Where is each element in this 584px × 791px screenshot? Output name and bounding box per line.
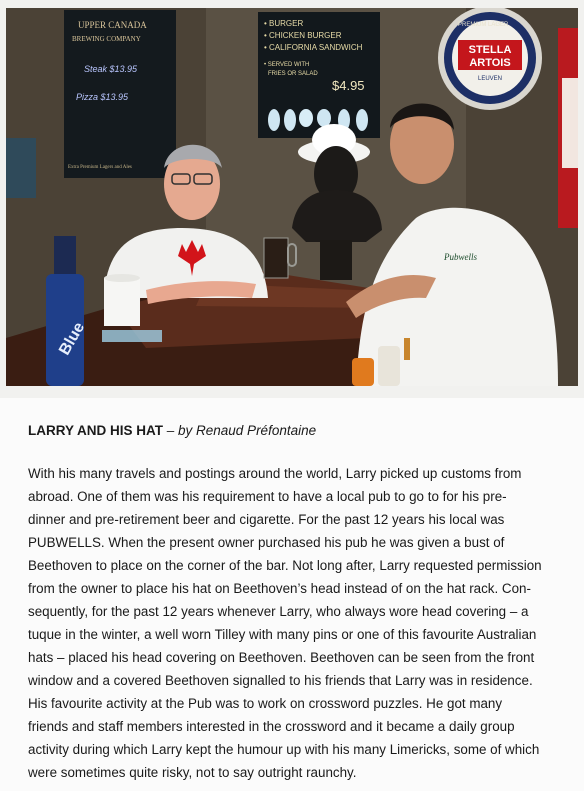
article — [28, 422, 564, 784]
body-line: dinner and pre-retirement beer and cigarette. For the past 12 years his local was — [28, 512, 505, 527]
body-line: from the owner to place his hat on Beethoven’s head instead of on the hat rack. Con- — [28, 581, 531, 596]
article-headline — [28, 422, 564, 440]
body-line: tuque in the winter, a well worn Tilley with many pins or one of this favourite Australian — [28, 627, 537, 642]
board-right-line-1: • BURGER — [264, 19, 304, 28]
board-left-line-1: UPPER CANADA — [78, 20, 147, 30]
coffee-mug — [104, 274, 140, 326]
body-line: PUBWELLS. When the present owner purchased his pub he was given a bust of — [28, 535, 505, 550]
board-right-line-2: • CHICKEN BURGER — [264, 31, 342, 40]
menu-board-right — [258, 12, 380, 138]
menu-board-left — [64, 10, 176, 178]
board-right-price: $4.95 — [332, 78, 365, 93]
stella-brand-line-1: STELLA — [468, 44, 512, 56]
article-body — [28, 462, 564, 784]
window-edge — [6, 138, 36, 198]
stella-artois-sign — [438, 8, 542, 110]
article-byline: – by Renaud Préfontaine — [163, 423, 317, 438]
stella-brand-line-2: ARTOIS — [469, 57, 511, 69]
body-line: activity during which Larry kept the humour up with his many Limericks, some of which — [28, 742, 540, 757]
stella-sub-text: LEUVEN — [477, 76, 503, 82]
body-line: hats – placed his head covering on Beethoven. Beethoven can be seen from the front — [28, 650, 535, 665]
stella-ring-text: PREMIUM LAGER — [458, 22, 509, 28]
article-title: LARRY AND HIS HAT — [28, 423, 163, 438]
board-right-line-3: • CALIFORNIA SANDWICH — [264, 43, 363, 52]
board-right-line-4: • SERVED WITH — [264, 62, 310, 68]
board-right-line-5: FRIES OR SALAD — [268, 71, 318, 77]
board-left-line-3: Steak $13.95 — [84, 64, 138, 74]
shirt-logo: Pubwells — [444, 252, 477, 262]
body-line: window and a covered Beethoven signalled to his friends that Larry was in residence. — [28, 673, 533, 688]
body-line: With his many travels and postings around the world, Larry picked up customs from — [28, 466, 522, 481]
body-line: were sometimes quite risky, not to say outright raunchy. — [28, 765, 357, 780]
body-line: His favourite activity at the Pub was to work on crossword puzzles. He got many — [28, 696, 503, 711]
body-line: abroad. One of them was his requirement to have a local pub to go to for his pre- — [28, 489, 507, 504]
body-line: sequently, for the past 12 years whenever Larry, who always wore head covering – a — [28, 604, 529, 619]
board-left-line-5: Extra Premium Lagers and Ales — [68, 165, 132, 170]
napkin — [102, 330, 162, 342]
body-line: friends and staff members interested in the crossword and it became a daily group — [28, 719, 515, 734]
canada-flag — [558, 28, 578, 228]
board-left-line-4: Pizza $13.95 — [76, 92, 129, 102]
board-left-line-2: BREWING COMPANY — [72, 35, 141, 43]
pub-scene — [6, 8, 578, 386]
bottle-label: Blue — [56, 319, 89, 359]
pub-photo — [6, 8, 578, 386]
body-line: Beethoven to place on the corner of the bar. Not long after, Larry requested permission — [28, 558, 542, 573]
